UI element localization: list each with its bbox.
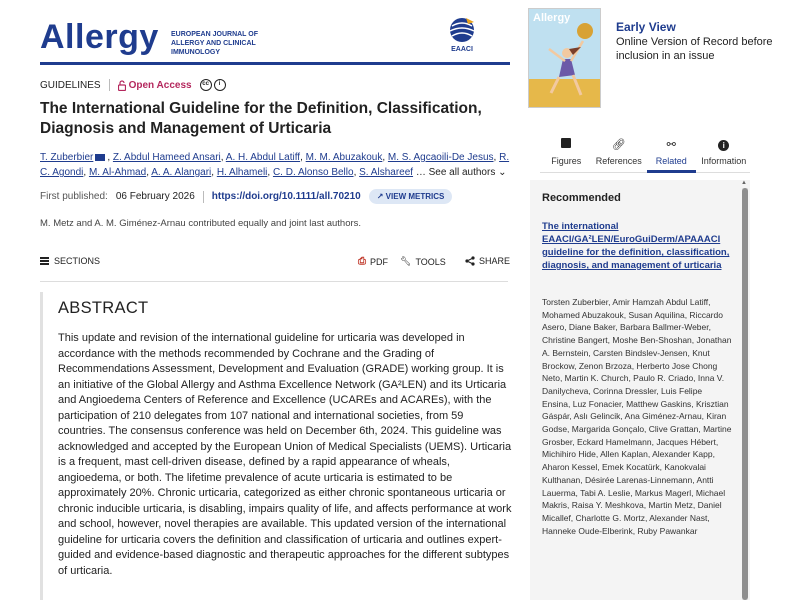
journal-masthead[interactable] [40, 14, 510, 62]
by-icon: i [214, 79, 226, 91]
recommended-article-authors: Torsten Zuberbier, Amir Hamzah Abdul Latiff, Mohamed Abuzakouk, Susan Aquilina, Riccardo Asero, Diane Baker, Barbara Ballmer-Weber, Christine Bangert, Moshe Ben-Shoshan, Jonathan A. Bernstein, Carsten Bindslev-Jensen, Knut Brockow, Zenon Brzoza, Herberto Jose Chong Neto, Martin K. Church, Paulo R. Criado, Inna V. Danilycheva, Corinna Dressler, Luis Felipe Ensina, Luz Fonacier, Matthew Gaskins, Krisztian Gáspár, Aslı Gelincik, Ana Giménez-Arnau, Kiran Godse, Margarida Gonçalo, Clive Grattan, Martine Grosber, Eckard Hamelmann, Jacques Hébert, Michihiro Hide, Allen Kaplan, Alexander Kapp, Aharon Kessel, Emek Kocatürk, Kanokvalai Kulthanan, Désirée Larenas-Linnemann, Antti Lauerma, Tabi A. Leslie, Markus Magerl, Michael Makris, Raisa Y. Meshkova, Martin Metz, Daniel Micallef, Charlotte G. Mortz, Alexander Nast, Hanneke Oude-Elberink, Ruby Pawankar [542, 297, 732, 536]
sections-label: SECTIONS [54, 256, 101, 266]
author-link[interactable]: Z. Abdul Hameed Ansari [112, 152, 221, 163]
recommended-heading: Recommended [542, 192, 621, 204]
early-view-label: Early View [616, 20, 676, 34]
journal-logo[interactable]: Allergy [40, 18, 159, 56]
doi-link[interactable]: https://doi.org/10.1111/all.70210 [211, 191, 361, 202]
tab-information[interactable] [698, 135, 751, 172]
tab-references[interactable] [593, 135, 646, 172]
abstract-section [40, 292, 512, 600]
author-link[interactable]: H. Alhameli [216, 167, 268, 178]
journal-subtitle: EUROPEAN JOURNAL OF ALLERGY AND CLINICAL IMMUNOLOGY [171, 31, 258, 56]
recommended-article-link[interactable]: The international EAACI/GA²LEN/EuroGuiDerm/APAAACI guideline for the definition, classification, diagnosis, and management of urticaria [542, 221, 730, 271]
link-icon: 🔗︎ [611, 139, 626, 151]
view-metrics-button[interactable] [369, 189, 453, 204]
side-panel-tabs [540, 135, 750, 173]
tab-figures[interactable] [540, 135, 593, 172]
author-link[interactable]: M. S. Agcaoili-De Jesus [387, 152, 494, 163]
eaaci-label: EAACI [451, 46, 473, 53]
author-link[interactable]: M. M. Abuzakouk [305, 152, 383, 163]
share-button[interactable] [465, 256, 510, 266]
separator [203, 191, 204, 203]
abstract-heading: ABSTRACT [58, 299, 149, 317]
author-link[interactable]: S. Alshareef [359, 167, 414, 178]
share-label: SHARE [479, 256, 511, 266]
pdf-icon: ⎙ [358, 256, 366, 267]
email-icon[interactable] [95, 154, 105, 161]
open-access-label: Open Access [128, 79, 192, 91]
article-type: GUIDELINES [40, 79, 101, 91]
journal-cover-image[interactable] [528, 8, 601, 108]
view-metrics-label: VIEW METRICS [385, 192, 445, 201]
tab-label: Related [655, 156, 687, 166]
chart-icon: ↗ [376, 192, 384, 201]
separator [109, 79, 110, 91]
share-icon [465, 256, 475, 266]
tab-label: Figures [551, 156, 582, 166]
contribution-note: M. Metz and A. M. Giménez-Arnau contributed equally and joint last authors. [40, 218, 362, 229]
author-link[interactable]: A. A. Alangari [151, 167, 212, 178]
tools-label: TOOLS [415, 256, 446, 267]
tab-label: Information [701, 156, 747, 166]
open-lock-icon [118, 80, 126, 91]
author-link[interactable]: C. D. Alonso Bello [272, 167, 354, 178]
article-tools-bar [40, 254, 511, 270]
divider [40, 281, 508, 282]
open-access-badge [118, 80, 192, 91]
author-list: T. Zuberbier , Z. Abdul Hameed Ansari, A. H. Abdul Latiff, M. M. Abuzakouk, M. S. Agcaoili-De Jesus, R. C. Agondi, M. Al-Ahmad, A. A. Alangari, H. Alhameli, C. D. Alonso Bello, S. Alshareef … See all authors ⌄ [40, 152, 510, 178]
creative-commons-badge[interactable] [200, 79, 226, 91]
publication-info [40, 189, 452, 204]
wrench-icon: 🔧︎ [400, 256, 412, 266]
first-published-date: 06 February 2026 [115, 191, 195, 202]
article-title: The International Guideline for the Definition, Classification, Diagnosis and Management of Urticaria [40, 100, 482, 137]
menu-icon [40, 257, 49, 265]
related-icon: ⚯ [666, 139, 676, 151]
recommended-panel [530, 180, 750, 600]
scrollbar-thumb[interactable] [742, 188, 748, 600]
pdf-label: PDF [370, 256, 388, 267]
sections-button[interactable] [40, 256, 100, 266]
info-icon: i [698, 138, 751, 156]
first-published-label: First published: [40, 191, 108, 202]
author-link[interactable]: R. C. Agondi [40, 152, 510, 178]
figures-icon [540, 138, 593, 156]
tab-related[interactable] [645, 135, 698, 172]
author-link[interactable]: M. Al-Ahmad [88, 167, 147, 178]
author-link[interactable]: A. H. Abdul Latiff [225, 152, 301, 163]
eaaci-logo [444, 16, 480, 58]
globe-icon [444, 16, 480, 46]
scroll-up-arrow[interactable]: ▲ [741, 180, 747, 186]
early-view-description: Online Version of Record before inclusion in an issue [616, 36, 773, 62]
see-all-authors-label: See all authors [428, 167, 496, 178]
tools-button[interactable] [400, 256, 446, 267]
abstract-text: This update and revision of the international guideline for urticaria was developed in accordance with the methods recommended by Cochrane and the Grading of Recommendations Assessment, Development and Evaluation (GRADE) working group. It is an initiative of the Global Allergy and Asthma Excellence Network (GA²LEN) and its Urticaria and Angioedema Centers of Reference and Excellence (UCAREs and ACAREs), with the participation of 210 delegates from 107 national and international societies, from 59 countries. The consensus conference was held on December 6th, 2024. This guideline was acknowledged and accepted by the European Union of Medical Specialists (UEMS). Urticaria is a frequent, mast cell-driven disease, defined by a rapid appearance of wheals, angioedema, or both. The lifetime prevalence of acute urticaria is estimated to be approximately 20%. Chronic urticaria, categorized as either chronic spontaneous urticaria or chronic inducible urticaria, is disabling, impairs quality of life, and affects performance at work and school, however, novel therapies are available. This updated version of the international guideline for urticaria covers the definition and classification of urticaria and outlines expert-guided and evidence-based diagnostic and therapeutic approaches for the different subtypes of urticaria. [58, 332, 512, 577]
cc-icon: cc [200, 79, 212, 91]
chevron-down-icon: ⌄ [498, 167, 507, 178]
cover-title: Allergy [533, 12, 571, 24]
author-link[interactable]: T. Zuberbier [40, 152, 94, 163]
tab-label: References [595, 156, 642, 166]
pdf-button[interactable] [358, 256, 388, 267]
article-type-bar [40, 79, 226, 91]
masthead-rule [40, 62, 510, 65]
see-all-authors-link[interactable] [429, 167, 507, 178]
